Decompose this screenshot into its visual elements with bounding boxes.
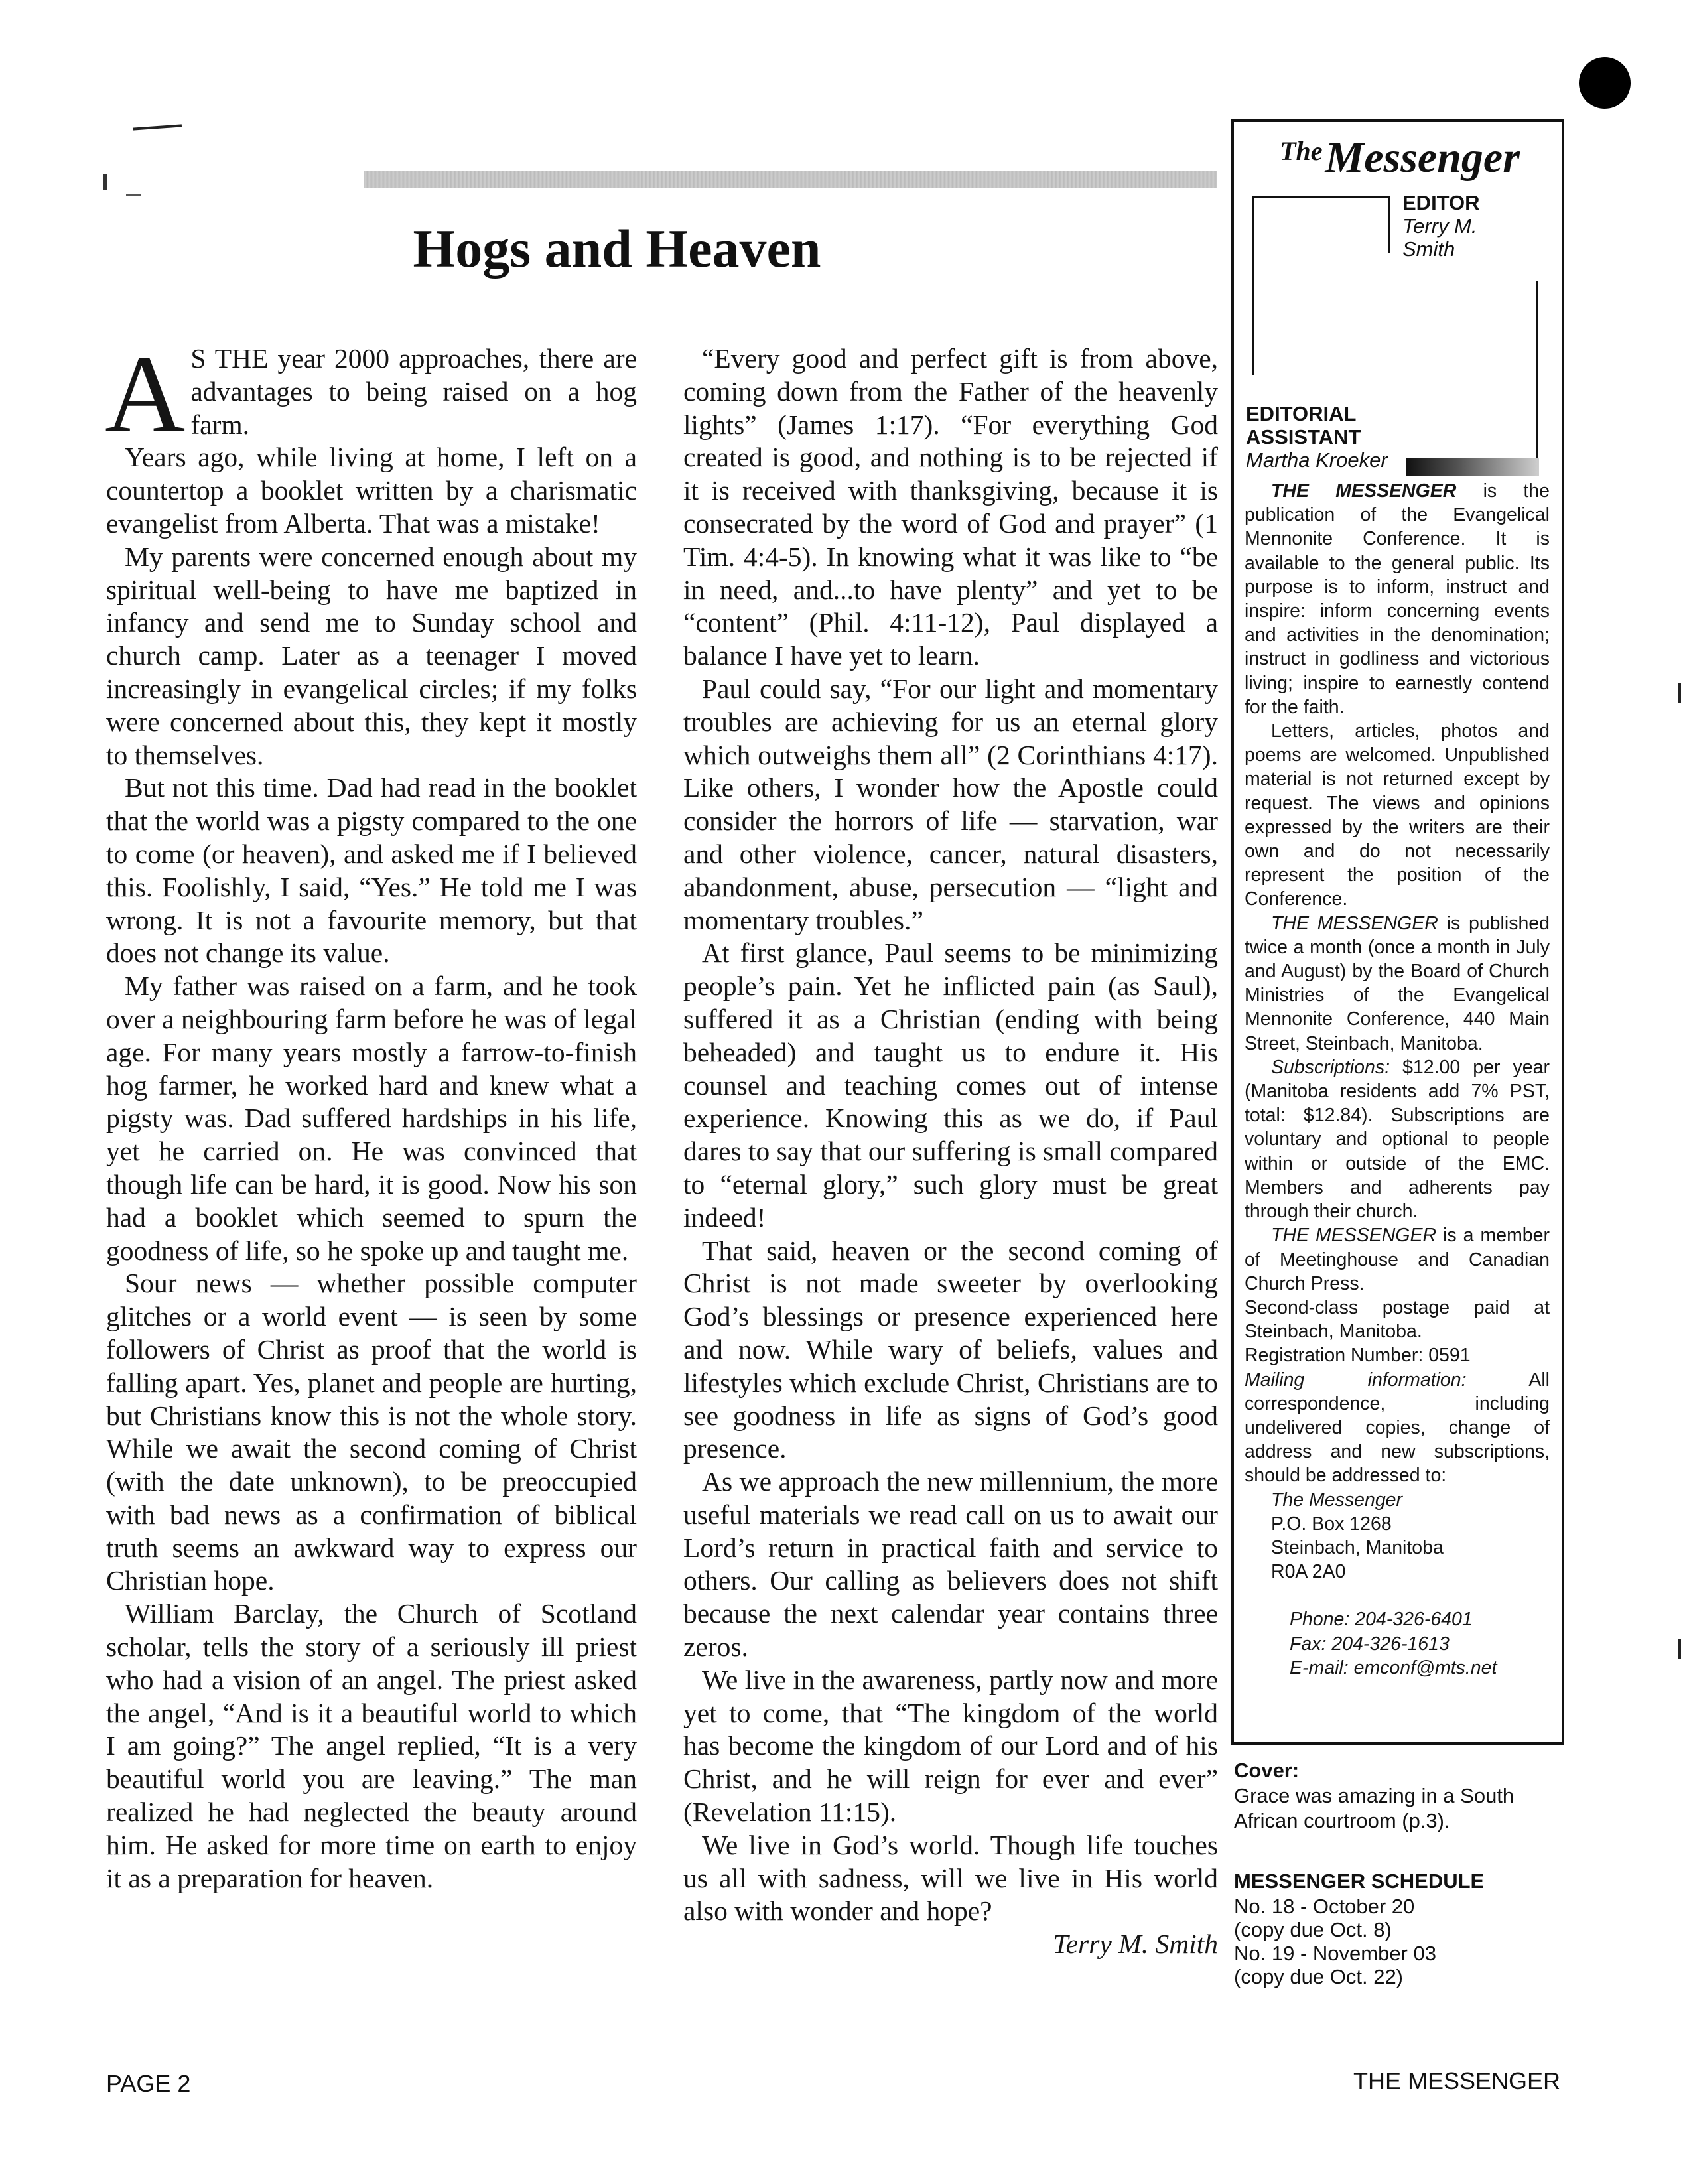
cover-note [1234, 1758, 1566, 1834]
email: E-mail: emconf@mts.net [1290, 1657, 1497, 1678]
photo-frame [1406, 458, 1539, 476]
article-paragraph: That said, heaven or the second coming of Christ is not made sweeter by overlooking God’s blessings or presence experienced here and now. While wary of beliefs, values and lifestyles which exclude Christ, Christians are to see goodness in life as signs of God’s good presence. [683, 1235, 1218, 1464]
article-paragraph: My parents were concerned enough about my spiritual well-being to have me baptized in infancy and send me to Sunday school and church camp. Later as a teenager I moved increasingly in evangelical circles; if my folks were concerned about this, they kept it mostly to themselves. [106, 541, 637, 770]
article-column-1 [105, 332, 637, 1895]
schedule-item: No. 18 - October 20 [1234, 1894, 1415, 1918]
photo-frame [1388, 196, 1390, 253]
info-paragraph: Registration Number: 0591 [1245, 1345, 1471, 1367]
assistant-name: Martha Kroeker [1246, 448, 1388, 472]
page-number: PAGE 2 [106, 2070, 191, 2097]
phone: Phone: 204-326-6401 [1290, 1609, 1473, 1631]
punch-hole [1579, 57, 1631, 109]
scan-mark [1678, 1639, 1681, 1659]
article-paragraph: “Every good and perfect gift is from above, coming down from the Father of the heavenly lights” (James 1:17). “For everything God created is good, and nothing is to be rejected if it is received with thanksgiving, because it is consecrated by the word of God and prayer” (1 Tim. 4:4-5). In knowing what it was like to “be in need, and...to have plenty” and yet to be “content” (Phil. 4:11-12), Paul displayed a balance I have yet to learn. [683, 343, 1218, 671]
article-paragraph: Years ago, while living at home, I left on a countertop a booklet written by a charismatic evangelist from Alberta. That was a mistake! [106, 442, 637, 539]
editor-title: EDITOR [1402, 191, 1480, 214]
photo-frame [1252, 196, 1254, 375]
info-paragraph: Subscriptions: $12.00 per year (Manitoba residents add 7% PST, total: $12.84). Subscriptions are voluntary and optional to people within or outside of the EMC. Members and adherents pay through their church. [1245, 1056, 1550, 1223]
schedule-item: (copy due Oct. 8) [1234, 1918, 1392, 1941]
info-paragraph: THE MESSENGER is the publication of the Evangelical Mennonite Conference. It is available to the general public. Its purpose is to inform, instruct and inspire: inform concerning events and activities in the denomination; instruct in godliness and victorious living; inspire to earnestly contend for the faith. [1245, 480, 1550, 718]
article-paragraph: Sour news — whether possible computer glitches or a world event — is seen by some followers of Christ as proof that the world is falling apart. Yes, planet and people are hurting, but Christians know this is not the whole story. While we await the second coming of Christ (with the date unknown), to be preoccupied with bad news as a confirmation of biblical truth seems an awkward way to express our Christian hope. [106, 1268, 637, 1596]
fax: Fax: 204-326-1613 [1290, 1633, 1450, 1655]
author-signature: Terry M. Smith [1053, 1929, 1218, 1960]
scan-mark [126, 194, 141, 196]
article-paragraph: But not this time. Dad had read in the booklet that the world was a pigsty compared to the one to come (or heaven), and asked me if I believed this. Foolishly, I said, “Yes.” He told me I was wrong. It is not a favourite memory, but that does not change its value. [106, 772, 637, 969]
cover-text: Grace was amazing in a South African courtroom (p.3). [1234, 1784, 1515, 1832]
masthead-the: The [1280, 136, 1323, 166]
contact-info [1245, 1607, 1550, 1680]
info-paragraph: Second-class postage paid at Steinbach, Manitoba. [1245, 1296, 1550, 1343]
info-paragraph: Letters, articles, photos and poems are welcomed. Unpublished material is not returned except by request. The views and opinions expressed by the writers are their own and do not necessarily represent the position of the Conference. [1245, 720, 1550, 910]
article-paragraph: We live in the awareness, partly now and more yet to come, that “The kingdom of the world has become the kingdom of our Lord and of his Christ, and he will reign for ever and ever” (Revelation 11:15). [683, 1664, 1218, 1828]
schedule-item: (copy due Oct. 22) [1234, 1965, 1404, 1988]
assistant-credit [1246, 402, 1418, 472]
photo-frame [1536, 281, 1538, 460]
info-paragraph: Mailing information: All correspondence, including undelivered copies, change of address and new subscriptions, should be addressed to: [1245, 1369, 1550, 1487]
masthead-logo [1247, 133, 1552, 183]
page-title: Hogs and Heaven [413, 218, 821, 279]
article-paragraph: William Barclay, the Church of Scotland scholar, tells the story of a seriously ill priest who had a vision of an angel. The priest asked the angel, “And is it a beautiful world to which I am going?” The angel replied, “It is a very beautiful world you are leaving.” The man realized he had neglected the beauty around him. He asked for more time on earth to enjoy it as a preparation for heaven. [106, 1598, 637, 1893]
mailing-address: The Messenger P.O. Box 1268 Steinbach, Manitoba R0A 2A0 [1271, 1489, 1444, 1583]
photo-frame [1252, 196, 1389, 198]
header-rule [364, 171, 1217, 188]
article-paragraph: At first glance, Paul seems to be minimizing people’s pain. Yet he inflicted pain (as Saul), suffered it as a Christian (ending with being beheaded) and taught us to endure it. His counsel and teaching comes out of intense experience. Knowing this as we do, if Paul dares to say that our suffering is small compared to “eternal glory,” such glory must be great indeed! [683, 937, 1218, 1233]
article-paragraph: As we approach the new millennium, the more useful materials we read call on us to await our Lord’s return in practical faith and service to others. Our calling as believers does not shift because the next calendar year contains three zeros. [683, 1466, 1218, 1663]
article-paragraph: A S THE year 2000 approaches, there are advantages to being raised on a hog farm. [105, 332, 637, 456]
scan-mark [133, 124, 182, 130]
article-paragraph: We live in God’s world. Though life touches us all with sadness, will we live in His world also with wonder and hope? [683, 1829, 1218, 1927]
drop-cap: A [105, 332, 186, 456]
editor-credit [1402, 191, 1535, 261]
schedule-item: No. 19 - November 03 [1234, 1941, 1436, 1965]
info-paragraph: THE MESSENGER is a member of Meetinghouse and Canadian Church Press. [1245, 1225, 1550, 1294]
article-column-2 [683, 342, 1218, 1961]
publication-footer: THE MESSENGER [1353, 2067, 1561, 2094]
info-paragraph: THE MESSENGER is published twice a month (once a month in July and August) by the Board of Church Ministries of the Evangelical Mennonite Conference, 440 Main Street, Steinbach, Manitoba. [1245, 912, 1550, 1054]
cover-title: Cover: [1234, 1759, 1300, 1782]
schedule-title: MESSENGER SCHEDULE [1234, 1870, 1485, 1893]
editor-name: Terry M. Smith [1402, 214, 1477, 261]
scan-mark [103, 174, 107, 190]
assistant-title: EDITORIAL ASSISTANT [1246, 402, 1361, 448]
messenger-schedule [1234, 1870, 1566, 1989]
masthead-name: Messenger [1325, 133, 1520, 182]
scan-mark [1678, 683, 1681, 703]
article-paragraph: Paul could say, “For our light and momentary troubles are achieving for us an eternal glory which outweighs them all” (2 Corinthians 4:17). Like others, I wonder how the Apostle could consider the horrors of life — starvation, war and other violence, cancer, natural disasters, abandonment, abuse, persecution — “light and momentary troubles.” [683, 673, 1218, 935]
article-paragraph: My father was raised on a farm, and he took over a neighbouring farm before he was of legal age. For many years mostly a farrow-to-finish hog farmer, he worked hard and knew what a pigsty was. Dad suffered hardships in his life, yet he carried on. He was convinced that though life can be hard, it is good. Now his son had a booklet which seemed to spurn the goodness of life, so he spoke up and taught me. [106, 971, 637, 1266]
publication-info [1245, 479, 1550, 1680]
